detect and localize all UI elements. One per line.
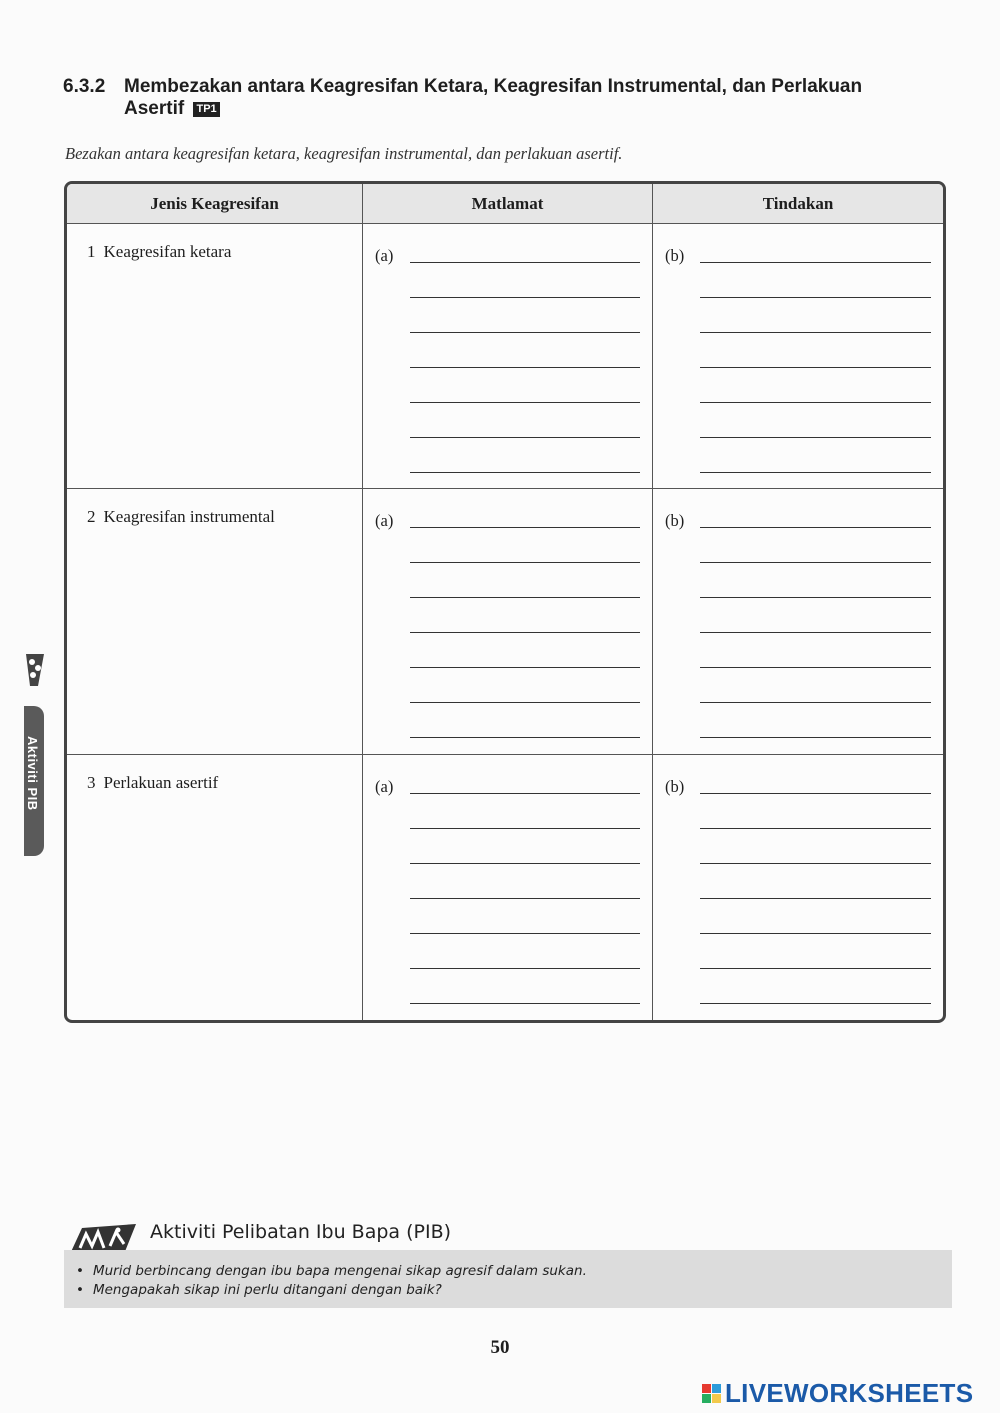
answer-lines[interactable] xyxy=(700,262,931,507)
answer-label: (a) xyxy=(375,246,394,265)
row-type-text: Keagresifan instrumental xyxy=(103,507,275,527)
answer-line[interactable] xyxy=(410,472,640,473)
answer-line[interactable] xyxy=(700,898,931,899)
answer-line[interactable] xyxy=(410,667,640,668)
answer-line[interactable] xyxy=(410,863,640,864)
answer-lines[interactable] xyxy=(410,527,640,772)
answer-line[interactable] xyxy=(410,262,640,263)
header-matlamat: Matlamat xyxy=(363,184,653,224)
answer-line[interactable] xyxy=(700,367,931,368)
answer-line[interactable] xyxy=(700,332,931,333)
answer-lines[interactable] xyxy=(410,262,640,507)
answer-line[interactable] xyxy=(700,632,931,633)
row-3-type xyxy=(87,773,218,793)
row-1-goal-cell[interactable] xyxy=(363,224,653,489)
row-2-type-cell xyxy=(67,489,363,754)
answer-line[interactable] xyxy=(700,968,931,969)
section-title xyxy=(124,76,884,120)
side-tab-label: Aktiviti PIB xyxy=(25,736,40,811)
row-3-action-cell[interactable] xyxy=(653,755,943,1020)
header-tindakan: Tindakan xyxy=(653,184,943,224)
row-type-text: Keagresifan ketara xyxy=(103,242,232,261)
answer-line[interactable] xyxy=(410,437,640,438)
liveworksheets-brand[interactable] xyxy=(702,1378,973,1409)
answer-line[interactable] xyxy=(700,1003,931,1004)
liveworksheets-logo-icon xyxy=(702,1384,721,1403)
answer-line[interactable] xyxy=(700,562,931,563)
answer-line[interactable] xyxy=(410,828,640,829)
pib-title: Aktiviti Pelibatan Ibu Bapa (PIB) xyxy=(150,1221,452,1243)
answer-line[interactable] xyxy=(700,737,931,738)
answer-line[interactable] xyxy=(410,597,640,598)
answer-line[interactable] xyxy=(410,562,640,563)
answer-line[interactable] xyxy=(700,793,931,794)
answer-line[interactable] xyxy=(410,702,640,703)
row-number: 3 xyxy=(87,772,96,792)
worksheet-table xyxy=(64,181,946,1023)
answer-line[interactable] xyxy=(700,297,931,298)
answer-lines[interactable] xyxy=(700,793,931,1023)
header-jenis: Jenis Keagresifan xyxy=(67,184,363,224)
answer-line[interactable] xyxy=(700,863,931,864)
row-3-goal-cell[interactable] xyxy=(363,755,653,1020)
answer-label: (b) xyxy=(665,246,685,265)
answer-label: (a) xyxy=(375,511,394,531)
section-number: 6.3.2 xyxy=(63,76,106,97)
answer-line[interactable] xyxy=(700,667,931,668)
row-1-type-cell xyxy=(67,224,363,489)
answer-label: (a) xyxy=(375,776,394,796)
answer-line[interactable] xyxy=(410,737,640,738)
answer-line[interactable] xyxy=(410,1003,640,1004)
answer-line[interactable] xyxy=(700,472,931,473)
row-number: 1 xyxy=(87,242,96,261)
answer-lines[interactable] xyxy=(410,793,640,1023)
side-tab xyxy=(24,706,44,856)
row-2-type xyxy=(87,507,275,527)
answer-line[interactable] xyxy=(700,437,931,438)
answer-line[interactable] xyxy=(410,367,640,368)
pib-box xyxy=(64,1250,952,1308)
answer-line[interactable] xyxy=(410,793,640,794)
answer-line[interactable] xyxy=(410,332,640,333)
page-number: 50 xyxy=(490,1337,510,1358)
row-1-action-cell[interactable] xyxy=(653,224,943,489)
instruction-text: Bezakan antara keagresifan ketara, keagresifan instrumental, dan perlakuan asertif. xyxy=(65,144,623,163)
answer-line[interactable] xyxy=(700,402,931,403)
section-title-text: Membezakan antara Keagresifan Ketara, Keagresifan Instrumental, dan Perlakuan Asertif xyxy=(124,76,863,119)
row-type-text: Perlakuan asertif xyxy=(103,772,219,792)
pib-bullet: • Mengapakah sikap ini perlu ditangani dengan baik? xyxy=(76,1281,952,1300)
brand-text: LIVEWORKSHEETS xyxy=(725,1378,974,1408)
answer-label: (b) xyxy=(665,511,685,531)
answer-line[interactable] xyxy=(410,968,640,969)
answer-line[interactable] xyxy=(410,898,640,899)
answer-line[interactable] xyxy=(700,597,931,598)
answer-label: (b) xyxy=(665,776,685,796)
answer-line[interactable] xyxy=(700,933,931,934)
pib-bullet: • Murid berbincang dengan ibu bapa mengenai sikap agresif dalam sukan. xyxy=(76,1262,952,1281)
row-1-type xyxy=(87,242,231,262)
answer-line[interactable] xyxy=(410,632,640,633)
pib-side-logo-icon xyxy=(24,650,46,690)
row-number: 2 xyxy=(87,507,96,527)
answer-line[interactable] xyxy=(700,702,931,703)
answer-line[interactable] xyxy=(700,527,931,528)
answer-line[interactable] xyxy=(410,933,640,934)
tp-badge: TP1 xyxy=(193,102,219,117)
row-2-goal-cell[interactable] xyxy=(363,489,653,754)
answer-line[interactable] xyxy=(410,297,640,298)
row-2-action-cell[interactable] xyxy=(653,489,943,754)
answer-line[interactable] xyxy=(410,402,640,403)
answer-line[interactable] xyxy=(700,828,931,829)
row-3-type-cell xyxy=(67,755,363,1020)
answer-lines[interactable] xyxy=(700,527,931,772)
answer-line[interactable] xyxy=(410,527,640,528)
answer-line[interactable] xyxy=(700,262,931,263)
